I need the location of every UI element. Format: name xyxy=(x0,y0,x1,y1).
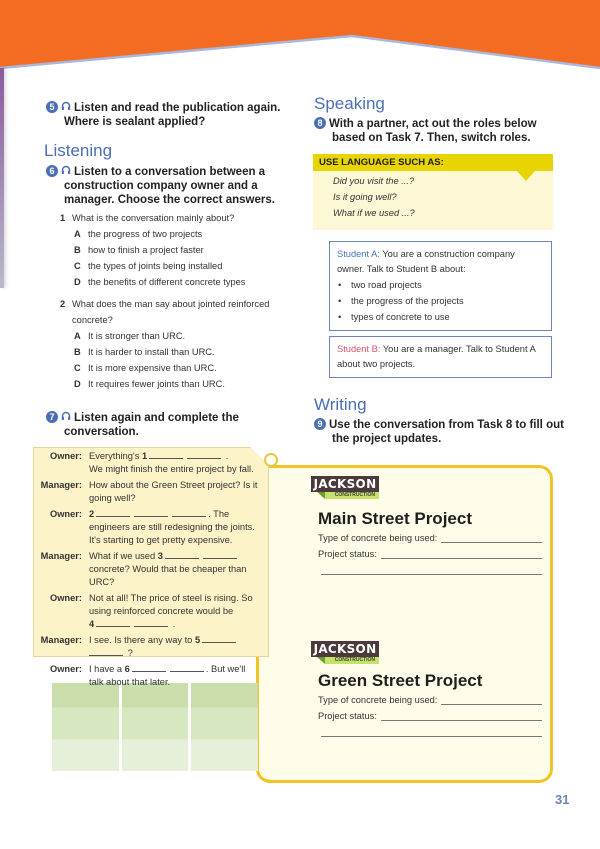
conversation-line: Owner: I have a 6 . But we'll talk about that later. xyxy=(33,663,269,689)
conversation-line: Manager: How about the Green Street project? Is it going well? xyxy=(33,479,269,505)
blank-field[interactable] xyxy=(96,508,130,517)
blank-number: 3 xyxy=(157,551,163,561)
concrete-type-field[interactable]: Type of concrete being used: xyxy=(318,533,542,543)
page-edge xyxy=(0,68,4,288)
question-number: 1 xyxy=(60,213,66,223)
option-d[interactable]: D the benefits of different concrete types xyxy=(74,277,246,287)
task-6 xyxy=(46,165,306,207)
option-a[interactable]: A It is stronger than URC. xyxy=(74,331,186,341)
blank-number: 4 xyxy=(89,619,95,629)
task-7 xyxy=(46,411,306,439)
task-text: Where is sealant applied? xyxy=(64,116,206,128)
headphones-icon[interactable] xyxy=(61,411,71,421)
phrase: Is it going well? xyxy=(333,192,397,202)
project-title: Main Street Project xyxy=(318,509,472,528)
conversation-line: Manager: I see. Is there any way to 5 ? xyxy=(33,634,269,660)
blank-field[interactable] xyxy=(149,450,183,459)
list-item: • two road projects xyxy=(337,277,544,293)
project-status-line[interactable] xyxy=(321,574,542,575)
option-b[interactable]: B It is harder to install than URC. xyxy=(74,347,215,357)
blank-field[interactable] xyxy=(202,634,236,643)
jackson-logo: JACKSON CONSTRUCTION xyxy=(311,641,379,667)
list-item: • the progress of the projects xyxy=(337,293,544,309)
option-c[interactable]: C the types of joints being installed xyxy=(74,261,223,271)
blank-field[interactable] xyxy=(96,618,130,627)
task-number-badge: 9 xyxy=(314,418,326,430)
question-text: What is the conversation mainly about? xyxy=(72,213,235,223)
blank-number: 1 xyxy=(141,451,148,461)
project-status-line[interactable] xyxy=(321,736,542,737)
page-number: 31 xyxy=(555,792,570,807)
speaker: Owner: xyxy=(49,509,82,519)
student-a-topics xyxy=(337,277,544,325)
task-text: Listen to a conversation between a xyxy=(74,166,266,178)
speaker: Owner: xyxy=(49,451,82,461)
task-text: conversation. xyxy=(64,426,139,438)
blank-number: 5 xyxy=(194,635,201,645)
speaker: Manager: xyxy=(40,480,82,490)
phrase: Did you visit the ...? xyxy=(333,176,415,186)
project-status-field[interactable]: Project status: xyxy=(318,711,542,721)
speaker: Manager: xyxy=(40,635,82,645)
task-number-badge: 5 xyxy=(46,101,58,113)
decorative-grid xyxy=(52,683,258,771)
task-text: Listen again and complete the xyxy=(74,412,239,424)
question-text: concrete? xyxy=(72,315,113,325)
headphones-icon[interactable] xyxy=(61,165,71,175)
conversation-line: Owner: 2 . The engineers are still redesigning the joints. It's starting to get pretty expensive. xyxy=(33,508,269,547)
concrete-type-field[interactable]: Type of concrete being used: xyxy=(318,695,542,705)
task-text: based on Task 7. Then, switch roles. xyxy=(332,132,531,144)
blank-field[interactable] xyxy=(89,647,123,656)
student-a-label: Student A: xyxy=(337,249,380,259)
blank-field[interactable] xyxy=(187,450,221,459)
header-banner xyxy=(0,0,600,72)
task-5 xyxy=(46,101,306,129)
blank-field[interactable] xyxy=(134,618,168,627)
conversation-line: Owner: Everything's 1 . We might finish the entire project by fall. xyxy=(33,450,269,476)
student-b-box: Student B: You are a manager. Talk to Student A about two projects. xyxy=(329,336,552,378)
task-number-badge: 7 xyxy=(46,411,58,423)
question-text: What does the man say about jointed reinforced xyxy=(72,299,270,309)
conversation-line: Manager: What if we used 3 concrete? Would that be cheaper than URC? xyxy=(33,550,269,589)
jackson-logo: JACKSON CONSTRUCTION xyxy=(311,476,379,502)
question-number: 2 xyxy=(60,299,66,309)
headphones-icon[interactable] xyxy=(61,101,71,111)
project-title: Green Street Project xyxy=(318,671,483,690)
question-1 xyxy=(60,210,300,290)
blank-field[interactable] xyxy=(165,550,199,559)
blank-number: 2 xyxy=(89,509,95,519)
conversation xyxy=(33,450,269,692)
blank-field[interactable] xyxy=(132,663,166,672)
option-b[interactable]: B how to finish a project faster xyxy=(74,245,204,255)
student-a-box: Student A: You are a construction company owner. Talk to Student B about: • two road projects • the progress of the projects • types of concrete to use xyxy=(329,241,552,331)
use-language-title: USE LANGUAGE SUCH AS: xyxy=(313,154,553,171)
project-status-field[interactable]: Project status: xyxy=(318,549,542,559)
use-language-box xyxy=(313,154,553,230)
blank-field[interactable] xyxy=(172,508,206,517)
blank-field[interactable] xyxy=(134,508,168,517)
speaker: Owner: xyxy=(49,593,82,603)
task-text: the project updates. xyxy=(332,433,442,445)
task-text: With a partner, act out the roles below xyxy=(329,118,537,130)
task-number-badge: 6 xyxy=(46,165,58,177)
speech-pointer-icon xyxy=(517,171,535,181)
section-heading-speaking: Speaking xyxy=(314,94,385,113)
task-number-badge: 8 xyxy=(314,117,326,129)
conversation-line: Owner: Not at all! The price of steel is rising. So using reinforced concrete would be 4 . xyxy=(33,592,269,631)
blank-field[interactable] xyxy=(170,663,204,672)
phrase: What if we used ...? xyxy=(333,208,415,218)
option-d[interactable]: D It requires fewer joints than URC. xyxy=(74,379,225,389)
student-b-label: Student B: xyxy=(337,344,381,354)
task-text: construction company owner and a xyxy=(64,180,258,192)
option-a[interactable]: A the progress of two projects xyxy=(74,229,203,239)
option-c[interactable]: C It is more expensive than URC. xyxy=(74,363,217,373)
blank-number: 6 xyxy=(124,664,130,674)
task-9 xyxy=(314,418,584,446)
list-item: • types of concrete to use xyxy=(337,309,544,325)
task-text: Use the conversation from Task 8 to fill out xyxy=(329,419,564,431)
speaker: Manager: xyxy=(40,551,82,561)
question-2 xyxy=(60,296,300,392)
section-heading-writing: Writing xyxy=(314,395,367,414)
blank-field[interactable] xyxy=(203,550,237,559)
section-heading-listening: Listening xyxy=(44,141,113,160)
speaker: Owner: xyxy=(49,664,82,674)
task-8 xyxy=(314,117,574,145)
task-text: Listen and read the publication again. xyxy=(74,102,281,114)
task-text: manager. Choose the correct answers. xyxy=(64,194,275,206)
